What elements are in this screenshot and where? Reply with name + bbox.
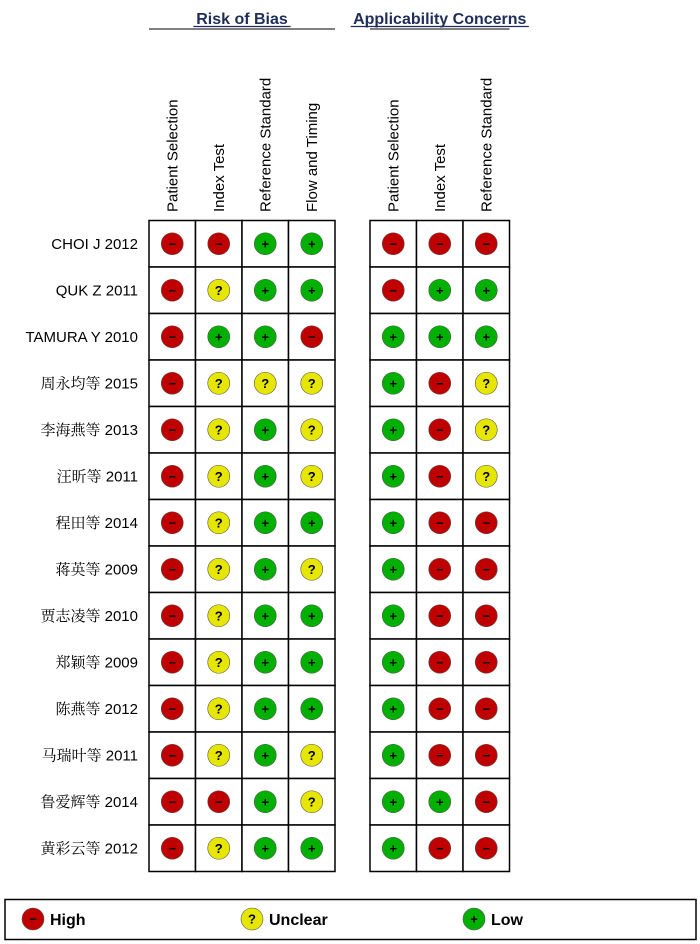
judgement-symbol: +	[307, 515, 316, 531]
legend-symbol: +	[470, 911, 478, 927]
study-label: 马瑞叶等 2011	[41, 747, 138, 765]
judgement-symbol: −	[168, 701, 177, 717]
judgement-symbol: +	[214, 329, 223, 345]
judgement-symbol: −	[168, 840, 177, 856]
study-label: 周永均等 2015	[40, 375, 138, 393]
judgement-symbol: ?	[214, 747, 223, 763]
judgement-symbol: −	[435, 654, 444, 670]
judgement-symbol: −	[168, 794, 177, 810]
judgement-symbol: ?	[307, 375, 316, 391]
judgement-symbol: −	[435, 608, 444, 624]
judgement-symbol: ?	[214, 701, 223, 717]
judgement-symbol: −	[389, 236, 398, 252]
judgement-symbol: −	[435, 515, 444, 531]
column-label: Index Test	[210, 143, 228, 212]
judgement-symbol: ?	[214, 375, 223, 391]
judgement-symbol: ?	[214, 468, 223, 484]
study-label: 陈燕等 2012	[55, 700, 138, 718]
judgement-symbol: +	[435, 329, 444, 345]
judgement-symbol: −	[435, 747, 444, 763]
judgement-symbol: −	[168, 747, 177, 763]
judgement-symbol: +	[261, 608, 270, 624]
judgement-symbol: ?	[482, 422, 491, 438]
judgement-symbol: +	[389, 561, 398, 577]
judgement-symbol: −	[482, 794, 491, 810]
judgement-symbol: ?	[214, 515, 223, 531]
judgement-symbol: ?	[307, 794, 316, 810]
judgement-symbol: −	[307, 329, 316, 345]
judgement-symbol: +	[261, 422, 270, 438]
study-label: TAMURA Y 2010	[25, 328, 138, 346]
study-label: QUK Z 2011	[55, 282, 138, 300]
judgement-symbol: −	[435, 561, 444, 577]
judgement-symbol: ?	[261, 375, 270, 391]
judgement-symbol: +	[389, 794, 398, 810]
judgement-symbol: +	[261, 515, 270, 531]
judgement-symbol: +	[307, 654, 316, 670]
judgement-symbol: −	[168, 608, 177, 624]
judgement-symbol: +	[261, 329, 270, 345]
column-label: Reference Standard	[257, 77, 275, 212]
judgement-symbol: ?	[307, 422, 316, 438]
judgement-symbol: ?	[307, 747, 316, 763]
judgement-symbol: −	[214, 794, 223, 810]
judgement-symbol: ?	[214, 422, 223, 438]
study-label: 李海燕等 2013	[40, 421, 138, 439]
judgement-symbol: ?	[214, 840, 223, 856]
judgement-symbol: ?	[214, 608, 223, 624]
judgement-symbol: +	[389, 375, 398, 391]
judgement-symbol: +	[389, 515, 398, 531]
judgement-symbol: +	[389, 422, 398, 438]
judgement-symbol: +	[307, 840, 316, 856]
column-label: Reference Standard	[478, 77, 496, 212]
judgement-symbol: −	[168, 654, 177, 670]
judgement-symbol: −	[168, 422, 177, 438]
legend-label: Unclear	[269, 912, 328, 929]
study-label: 汪昕等 2011	[56, 468, 138, 486]
judgement-symbol: −	[482, 654, 491, 670]
judgement-symbol: −	[168, 236, 177, 252]
judgement-symbol: +	[435, 282, 444, 298]
column-label: Patient Selection	[164, 99, 182, 212]
judgement-symbol: +	[261, 747, 270, 763]
study-label: 蒋英等 2009	[55, 561, 138, 579]
judgement-symbol: +	[261, 468, 270, 484]
judgement-symbol: +	[307, 236, 316, 252]
judgement-symbol: −	[482, 561, 491, 577]
judgement-symbol: +	[389, 608, 398, 624]
judgement-symbol: +	[389, 468, 398, 484]
judgement-symbol: +	[261, 654, 270, 670]
judgement-symbol: −	[435, 468, 444, 484]
judgement-symbol: ?	[214, 282, 223, 298]
study-label: CHOI J 2012	[51, 235, 138, 253]
column-label: Patient Selection	[385, 99, 403, 212]
judgement-symbol: −	[435, 236, 444, 252]
judgement-symbol: +	[389, 329, 398, 345]
judgement-symbol: −	[482, 608, 491, 624]
judgement-symbol: −	[482, 701, 491, 717]
judgement-symbol: −	[435, 701, 444, 717]
legend-label: High	[50, 912, 86, 929]
judgement-symbol: +	[389, 654, 398, 670]
legend-symbol: ?	[248, 911, 256, 927]
judgement-symbol: −	[168, 468, 177, 484]
judgement-symbol: +	[261, 794, 270, 810]
study-label: 郑颖等 2009	[55, 654, 138, 672]
judgement-symbol: +	[261, 282, 270, 298]
judgement-symbol: −	[482, 747, 491, 763]
judgement-symbol: +	[389, 840, 398, 856]
judgement-symbol: −	[168, 515, 177, 531]
judgement-symbol: −	[168, 375, 177, 391]
study-label: 贾志凌等 2010	[40, 607, 138, 625]
judgement-symbol: +	[307, 701, 316, 717]
judgement-symbol: −	[435, 375, 444, 391]
judgement-symbol: ?	[307, 468, 316, 484]
judgement-symbol: +	[307, 608, 316, 624]
group-title: Applicability Concerns	[353, 11, 527, 28]
judgement-symbol: +	[261, 840, 270, 856]
study-label: 程田等 2014	[55, 514, 138, 532]
judgement-symbol: −	[168, 282, 177, 298]
judgement-symbol: −	[168, 561, 177, 577]
legend-box	[5, 900, 696, 940]
legend-label: Low	[491, 912, 523, 929]
column-label: Flow and Timing	[303, 102, 321, 212]
judgement-symbol: −	[482, 515, 491, 531]
judgement-symbol: +	[435, 794, 444, 810]
judgement-symbol: ?	[214, 561, 223, 577]
judgement-symbol: +	[389, 701, 398, 717]
judgement-symbol: ?	[214, 654, 223, 670]
judgement-symbol: −	[389, 282, 398, 298]
judgement-symbol: −	[168, 329, 177, 345]
judgement-symbol: +	[261, 561, 270, 577]
judgement-symbol: −	[214, 236, 223, 252]
judgement-symbol: +	[307, 282, 316, 298]
judgement-symbol: −	[435, 840, 444, 856]
group-title: Risk of Bias	[196, 11, 288, 28]
judgement-symbol: ?	[482, 375, 491, 391]
judgement-symbol: −	[482, 236, 491, 252]
judgement-symbol: +	[389, 747, 398, 763]
study-label: 鲁爱辉等 2014	[40, 793, 138, 811]
judgement-symbol: −	[482, 840, 491, 856]
judgement-symbol: ?	[482, 468, 491, 484]
judgement-symbol: +	[482, 329, 491, 345]
judgement-symbol: +	[261, 236, 270, 252]
judgement-symbol: +	[261, 701, 270, 717]
judgement-symbol: −	[435, 422, 444, 438]
judgement-symbol: +	[482, 282, 491, 298]
study-label: 黄彩云等 2012	[40, 840, 138, 858]
legend-symbol: −	[29, 911, 37, 927]
judgement-symbol: ?	[307, 561, 316, 577]
column-label: Index Test	[431, 143, 449, 212]
